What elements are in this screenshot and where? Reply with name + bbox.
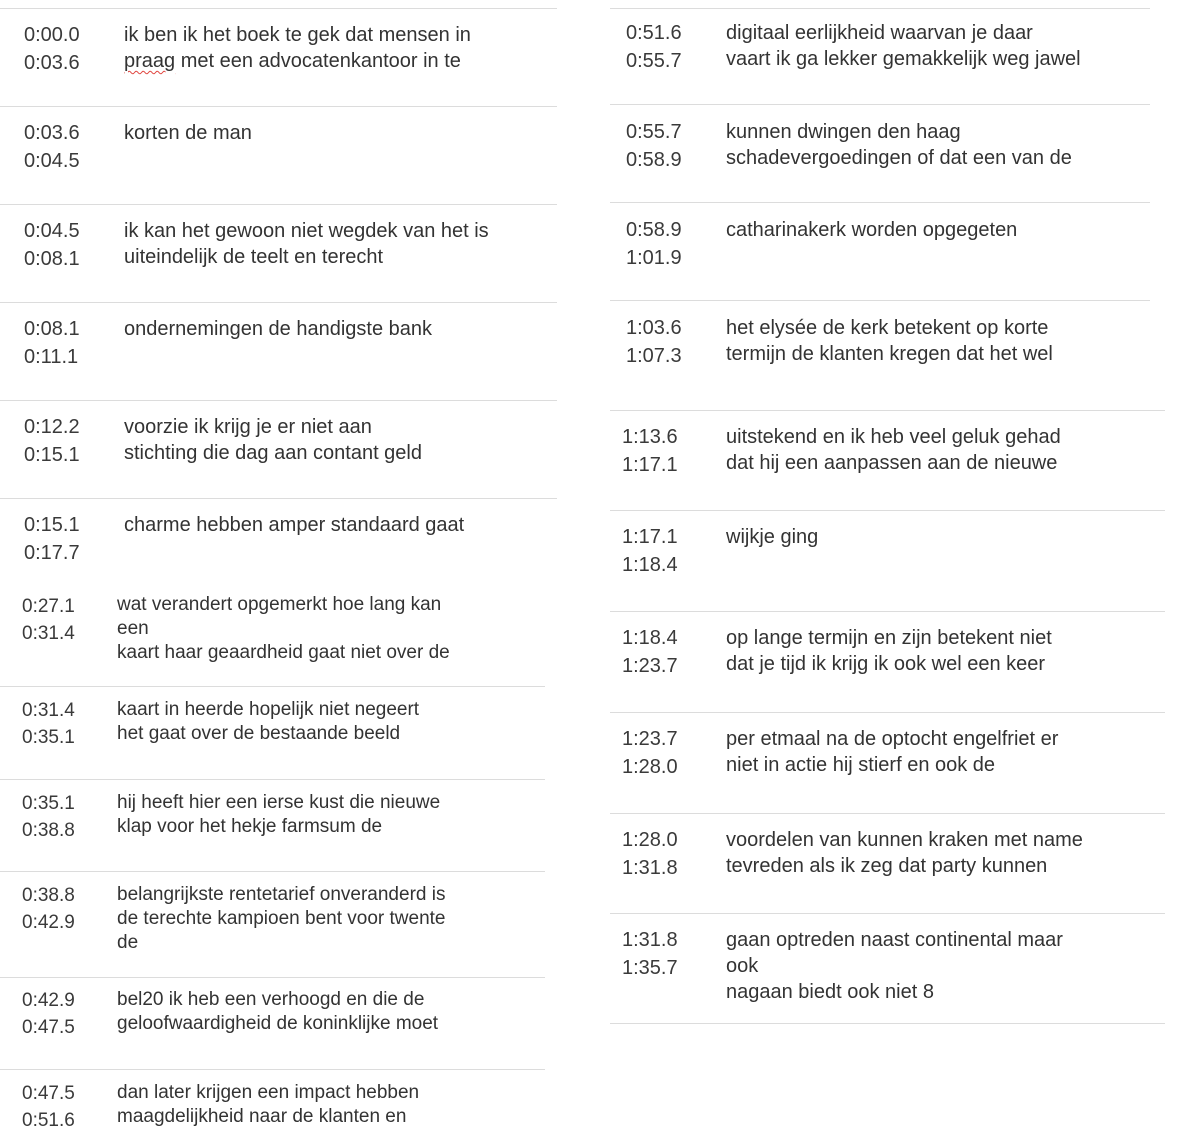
start-time[interactable]: 0:51.6: [626, 22, 682, 44]
start-time[interactable]: 1:18.4: [622, 627, 678, 649]
end-time[interactable]: 0:04.5: [24, 150, 80, 172]
subtitle-entry[interactable]: [610, 913, 1165, 1024]
subtitle-text[interactable]: per etmaal na de optocht engelfriet er niet in actie hij stierf en ook de: [726, 728, 1059, 776]
end-time[interactable]: 0:03.6: [24, 52, 80, 74]
timestamp-group: [22, 790, 112, 844]
subtitle-text[interactable]: bel20 ik heb een verhoogd en die de geloofwaardigheid de koninklijke moet: [117, 989, 439, 1034]
subtitle-text[interactable]: op lange termijn en zijn betekent niet dat je tijd ik krijg ik ook wel een keer: [726, 627, 1052, 675]
subtitle-text[interactable]: wat verandert opgemerkt hoe lang kan een kaart haar geaardheid gaat niet over de: [117, 594, 450, 663]
end-time[interactable]: 1:18.4: [622, 554, 678, 576]
subtitle-entry[interactable]: [0, 8, 557, 106]
subtitle-text[interactable]: kunnen dwingen den haag schadevergoedingen of dat een van de: [726, 121, 1072, 169]
subtitle-text[interactable]: voordelen van kunnen kraken met name tevreden als ik zeg dat party kunnen: [726, 829, 1083, 877]
subtitle-text-part: met een advocatenkantoor in te: [175, 50, 461, 72]
subtitle-text[interactable]: dan later krijgen een impact hebben maagdelijkheid naar de klanten en: [117, 1082, 420, 1127]
subtitle-text[interactable]: hij heeft hier een ierse kust die nieuwe klap voor het hekje farmsum de: [117, 792, 441, 837]
timestamp-group: [622, 523, 712, 579]
start-time[interactable]: 1:03.6: [626, 317, 682, 339]
timestamp-group: [626, 314, 716, 370]
end-time[interactable]: 0:55.7: [626, 50, 682, 72]
subtitle-text[interactable]: belangrijkste rentetarief onveranderd is de terechte kampioen bent voor twente de: [117, 884, 446, 953]
subtitle-text[interactable]: korten de man: [124, 122, 252, 144]
subtitle-text[interactable]: ondernemingen de handigste bank: [124, 318, 433, 340]
subtitle-entry[interactable]: [0, 686, 545, 779]
subtitle-entry[interactable]: [610, 8, 1150, 104]
start-time[interactable]: 0:12.2: [24, 416, 80, 438]
subtitle-text[interactable]: catharinakerk worden opgegeten: [726, 219, 1018, 241]
subtitle-text[interactable]: ik kan het gewoon niet wegdek van het is uiteindelijk de teelt en terecht: [124, 220, 489, 268]
subtitle-text[interactable]: charme hebben amper standaard gaat: [124, 514, 465, 536]
timestamp-group: [24, 511, 114, 567]
subtitle-entry[interactable]: [0, 498, 557, 588]
start-time[interactable]: 0:15.1: [24, 514, 80, 536]
start-time[interactable]: 1:17.1: [622, 526, 678, 548]
start-time[interactable]: 0:55.7: [626, 121, 682, 143]
start-time[interactable]: 0:04.5: [24, 220, 80, 242]
end-time[interactable]: 1:07.3: [626, 345, 682, 367]
end-time[interactable]: 0:47.5: [22, 1017, 75, 1038]
start-time[interactable]: 1:31.8: [622, 929, 678, 951]
start-time[interactable]: 0:38.8: [22, 885, 75, 906]
subtitle-text-part: ik ben ik het boek te gek dat mensen in: [124, 24, 471, 46]
subtitle-text[interactable]: gaan optreden naast continental maar ook nagaan biedt ook niet 8: [726, 929, 1063, 1003]
subtitle-entry[interactable]: [0, 977, 545, 1069]
start-time[interactable]: 0:00.0: [24, 24, 80, 46]
subtitle-text[interactable]: voorzie ik krijg je er niet aan stichting die dag aan contant geld: [124, 416, 422, 464]
end-time[interactable]: 0:58.9: [626, 149, 682, 171]
timestamp-group: [626, 19, 716, 75]
end-time[interactable]: 1:01.9: [626, 247, 682, 269]
end-time[interactable]: 0:38.8: [22, 820, 75, 841]
subtitle-text[interactable]: digitaal eerlijkheid waarvan je daar vaart ik ga lekker gemakkelijk weg jawel: [726, 22, 1081, 70]
subtitle-entry[interactable]: [0, 106, 557, 204]
end-time[interactable]: 0:31.4: [22, 623, 75, 644]
start-time[interactable]: 0:42.9: [22, 990, 75, 1011]
end-time[interactable]: 0:15.1: [24, 444, 80, 466]
end-time[interactable]: 1:17.1: [622, 454, 678, 476]
subtitle-entry[interactable]: [610, 712, 1165, 813]
subtitle-entry[interactable]: [610, 300, 1150, 398]
start-time[interactable]: 1:28.0: [622, 829, 678, 851]
timestamp-group: [622, 826, 712, 882]
end-time[interactable]: 0:17.7: [24, 542, 80, 564]
timestamp-group: [22, 882, 112, 936]
timestamp-group: [622, 926, 712, 982]
subtitle-text[interactable]: wijkje ging: [726, 526, 819, 548]
subtitle-entry[interactable]: [610, 202, 1150, 300]
timestamp-group: [626, 216, 716, 272]
subtitle-text[interactable]: het elysée de kerk betekent op korte termijn de klanten kregen dat het wel: [726, 317, 1053, 365]
subtitle-entry[interactable]: [0, 779, 545, 871]
timestamp-group: [24, 315, 114, 371]
subtitle-entry[interactable]: [0, 204, 557, 302]
end-time[interactable]: 1:28.0: [622, 756, 678, 778]
start-time[interactable]: 0:58.9: [626, 219, 682, 241]
subtitle-entry[interactable]: [0, 871, 545, 977]
subtitle-entry[interactable]: [0, 588, 557, 686]
timestamp-group: [24, 119, 114, 175]
end-time[interactable]: 0:51.6: [22, 1110, 75, 1131]
timestamp-group: [22, 697, 112, 751]
subtitle-entry[interactable]: [610, 410, 1165, 510]
start-time[interactable]: 0:27.1: [22, 596, 75, 617]
subtitle-entry[interactable]: [610, 611, 1165, 712]
subtitle-entry[interactable]: [610, 510, 1165, 611]
subtitle-entry[interactable]: [610, 813, 1165, 913]
timestamp-group: [22, 593, 112, 647]
start-time[interactable]: 0:03.6: [24, 122, 80, 144]
misspelled-word: praag: [124, 50, 176, 72]
end-time[interactable]: 0:11.1: [24, 346, 79, 368]
start-time[interactable]: 0:08.1: [24, 318, 80, 340]
start-time[interactable]: 0:47.5: [22, 1083, 75, 1104]
end-time[interactable]: 0:35.1: [22, 727, 75, 748]
timestamp-group: [626, 118, 716, 174]
timestamp-group: [622, 725, 712, 781]
subtitle-text[interactable]: [124, 22, 471, 74]
start-time[interactable]: 1:13.6: [622, 426, 678, 448]
start-time[interactable]: 0:35.1: [22, 793, 75, 814]
subtitle-entry[interactable]: [0, 1069, 545, 1145]
end-time[interactable]: 0:42.9: [22, 912, 75, 933]
timestamp-group: [22, 1080, 112, 1134]
subtitle-text[interactable]: kaart in heerde hopelijk niet negeert het gaat over de bestaande beeld: [117, 699, 420, 744]
subtitle-entry[interactable]: [0, 400, 557, 498]
end-time[interactable]: 1:31.8: [622, 857, 678, 879]
timestamp-group: [622, 423, 712, 479]
start-time[interactable]: 0:31.4: [22, 700, 75, 721]
timestamp-group: [24, 21, 114, 77]
timestamp-group: [24, 217, 114, 273]
timestamp-group: [24, 413, 114, 469]
timestamp-group: [22, 987, 112, 1041]
subtitle-text[interactable]: uitstekend en ik heb veel geluk gehad dat hij een aanpassen aan de nieuwe: [726, 426, 1061, 474]
end-time[interactable]: 0:08.1: [24, 248, 80, 270]
subtitle-entry[interactable]: [610, 104, 1150, 202]
end-time[interactable]: 1:35.7: [622, 957, 678, 979]
end-time[interactable]: 1:23.7: [622, 655, 678, 677]
subtitle-entry[interactable]: [0, 302, 557, 400]
start-time[interactable]: 1:23.7: [622, 728, 678, 750]
timestamp-group: [622, 624, 712, 680]
